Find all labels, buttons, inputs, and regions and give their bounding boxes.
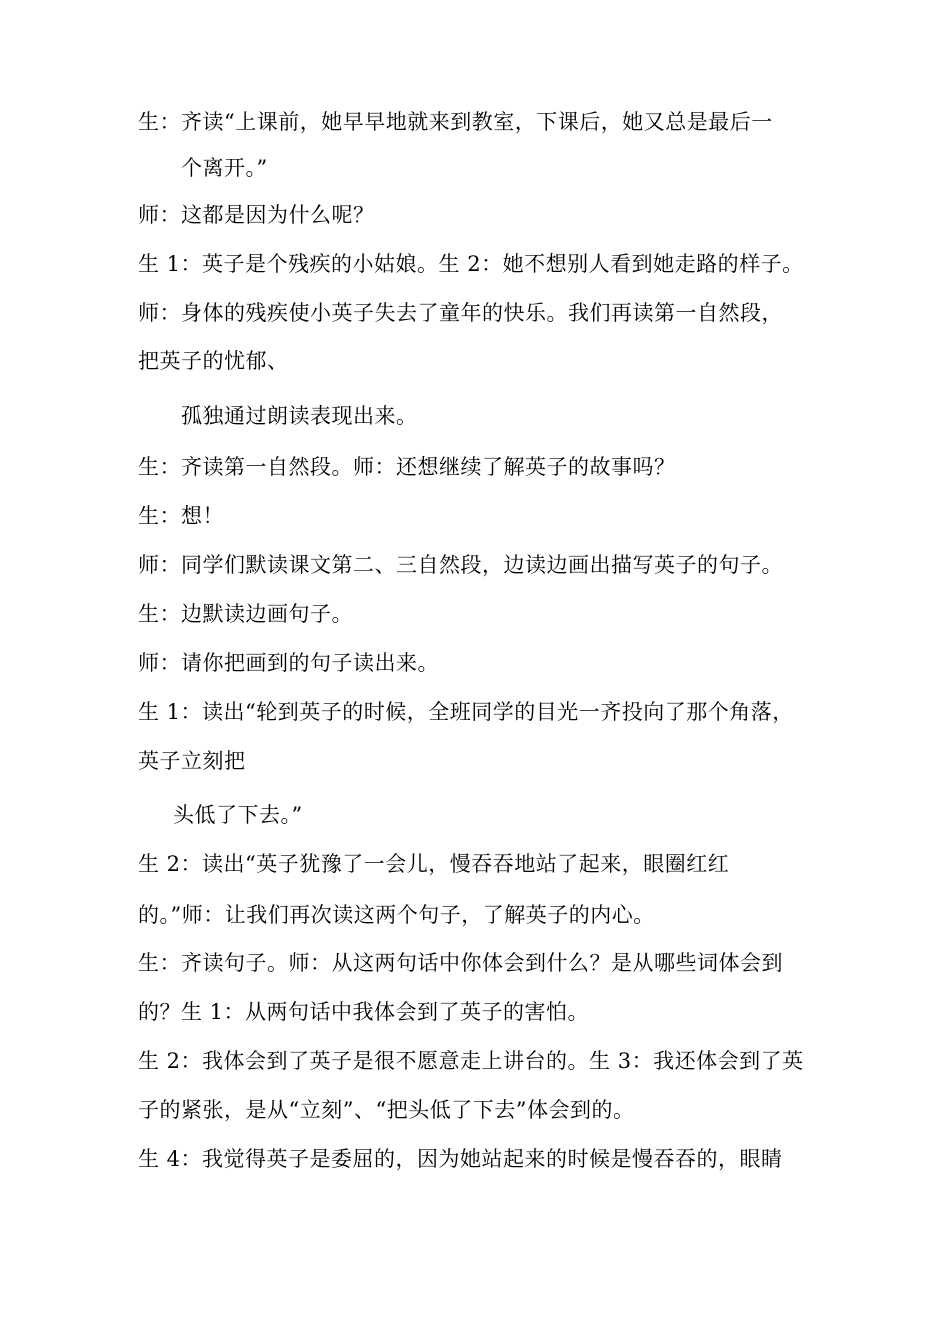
text-line: 生：想！	[138, 504, 224, 528]
text-line: 子的紧张，是从“立刻”、“把头低了下去”体会到的。	[138, 1098, 635, 1122]
text-line: 师：同学们默读课文第二、三自然段，边读边画出描写英子的句子。	[138, 553, 783, 577]
text-line: 孤独通过朗读表现出来。	[181, 404, 418, 428]
text-line: 师：请你把画到的句子读出来。	[138, 651, 439, 675]
text-line: 的？生 1：从两句话中我体会到了英子的害怕。	[138, 1000, 590, 1024]
text-line: 生：齐读句子。师：从这两句话中你体会到什么？是从哪些词体会到	[138, 951, 783, 975]
text-line: 师：身体的残疾使小英子失去了童年的快乐。我们再读第一自然段，	[138, 301, 783, 325]
text-line: 把英子的忧郁、	[138, 349, 289, 373]
text-line: 师：这都是因为什么呢？	[138, 203, 375, 227]
text-line: 生 4：我觉得英子是委屈的，因为她站起来的时候是慢吞吞的，眼睛	[138, 1147, 783, 1171]
text-line: 的。”师：让我们再次读这两个句子，了解英子的内心。	[138, 903, 655, 927]
text-line: 生 1：英子是个残疾的小姑娘。生 2：她不想别人看到她走路的样子。	[138, 252, 804, 276]
text-line: 生：齐读“上课前，她早早地就来到教室，下课后，她又总是最后一	[138, 110, 773, 134]
text-line: 英子立刻把	[138, 749, 246, 773]
text-line: 生：齐读第一自然段。师：还想继续了解英子的故事吗？	[138, 455, 676, 479]
text-line: 生 1：读出“轮到英子的时候，全班同学的目光一齐投向了那个角落，	[138, 700, 794, 724]
text-line: 个离开。”	[181, 156, 268, 180]
text-line: 头低了下去。”	[173, 803, 303, 827]
text-line: 生 2：读出“英子犹豫了一会儿，慢吞吞地站了起来，眼圈红红	[138, 852, 730, 876]
text-line: 生：边默读边画句子。	[138, 602, 353, 626]
text-line: 生 2：我体会到了英子是很不愿意走上讲台的。生 3：我还体会到了英	[138, 1049, 804, 1073]
